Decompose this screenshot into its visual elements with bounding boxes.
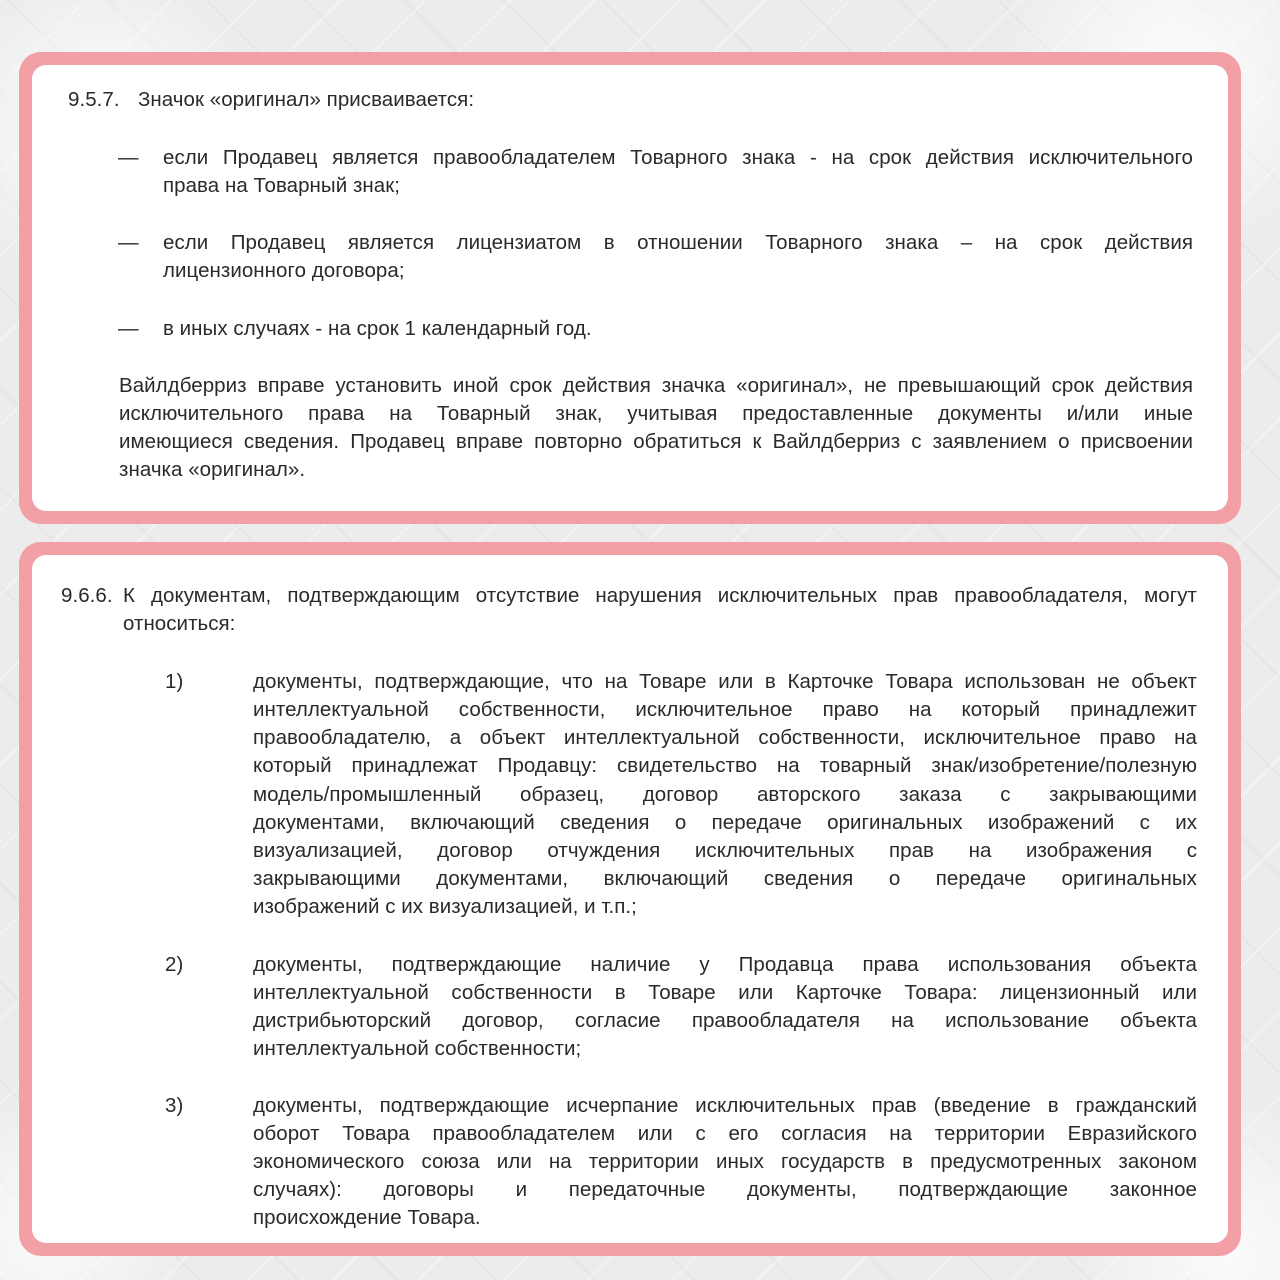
paragraph-957-line-2: исключительного права на Товарный знак, учитывая предоставленные документы и/или иные: [119, 402, 1193, 425]
item-3-number: 3): [165, 1094, 184, 1117]
item-1-line-7: визуализацией, договор отчуждения исключительных прав на изображения с: [253, 839, 1197, 862]
bullet-dash: —: [118, 317, 139, 340]
paragraph-957-line-1: Вайлдберриз вправе установить иной срок действия значка «оригинал», не превышающий срок действия: [119, 374, 1193, 397]
item-3-line-5: происхождение Товара.: [253, 1206, 481, 1229]
item-2-line-4: интеллектуальной собственности;: [253, 1037, 582, 1060]
section-957-heading: Значок «оригинал» присваивается:: [138, 88, 475, 111]
bullet-dash: —: [118, 146, 139, 169]
item-1-line-8: закрывающими документами, включающий сведения о передаче оригинальных: [253, 867, 1197, 890]
bullet-3-line-1: в иных случаях - на срок 1 календарный год.: [163, 317, 592, 340]
item-1-line-1: документы, подтверждающие, что на Товаре или в Карточке Товара использован не объект: [253, 670, 1197, 693]
section-957-content: [32, 65, 1228, 511]
item-1-line-3: правообладателю, а объект интеллектуальной собственности, исключительное право на: [253, 726, 1197, 749]
item-1-line-2: интеллектуальной собственности, исключительное право на который принадлежит: [253, 698, 1197, 721]
section-966-card: [19, 542, 1241, 1256]
paragraph-957-line-3: имеющиеся сведения. Продавец вправе повторно обратиться к Вайлдберриз с заявлением о присвоении: [119, 430, 1193, 453]
item-1-number: 1): [165, 670, 184, 693]
bullet-2-line-2: лицензионного договора;: [163, 259, 405, 282]
item-1-line-5: модель/промышленный образец, договор авторского заказа с закрывающими: [253, 783, 1197, 806]
item-1-line-4: который принадлежат Продавцу: свидетельство на товарный знак/изобретение/полезную: [253, 754, 1197, 777]
item-3-line-2: оборот Товара правообладателем или с его согласия на территории Евразийского: [253, 1122, 1197, 1145]
section-966-number: 9.6.6.: [61, 584, 113, 607]
bullet-1-line-2: права на Товарный знак;: [163, 174, 400, 197]
section-966-content: [32, 555, 1228, 1243]
bullet-2-line-1: если Продавец является лицензиатом в отношении Товарного знака – на срок действия: [163, 231, 1193, 254]
section-957-card: [19, 52, 1241, 524]
item-3-line-4: случаях): договоры и передаточные документы, подтверждающие законное: [253, 1178, 1197, 1201]
bullet-dash: —: [118, 231, 139, 254]
item-1-line-6: документами, включающий сведения о передаче оригинальных изображений с их: [253, 811, 1197, 834]
item-3-line-3: экономического союза или на территории иных государств в предусмотренных законом: [253, 1150, 1197, 1173]
section-966-heading-line-2: относиться:: [123, 612, 236, 635]
item-2-line-2: интеллектуальной собственности в Товаре или Карточке Товара: лицензионный или: [253, 981, 1197, 1004]
item-1-line-9: изображений с их визуализацией, и т.п.;: [253, 895, 637, 918]
item-2-line-1: документы, подтверждающие наличие у Продавца права использования объекта: [253, 953, 1197, 976]
section-966-heading-line-1: К документам, подтверждающим отсутствие нарушения исключительных прав правообладателя, могут: [123, 584, 1197, 607]
paragraph-957-line-4: значка «оригинал».: [119, 458, 306, 481]
item-3-line-1: документы, подтверждающие исчерпание исключительных прав (введение в гражданский: [253, 1094, 1197, 1117]
bullet-1-line-1: если Продавец является правообладателем Товарного знака - на срок действия исключительного: [163, 146, 1193, 169]
item-2-line-3: дистрибьюторский договор, согласие правообладателя на использование объекта: [253, 1009, 1197, 1032]
item-2-number: 2): [165, 953, 184, 976]
section-957-number: 9.5.7.: [68, 88, 120, 111]
